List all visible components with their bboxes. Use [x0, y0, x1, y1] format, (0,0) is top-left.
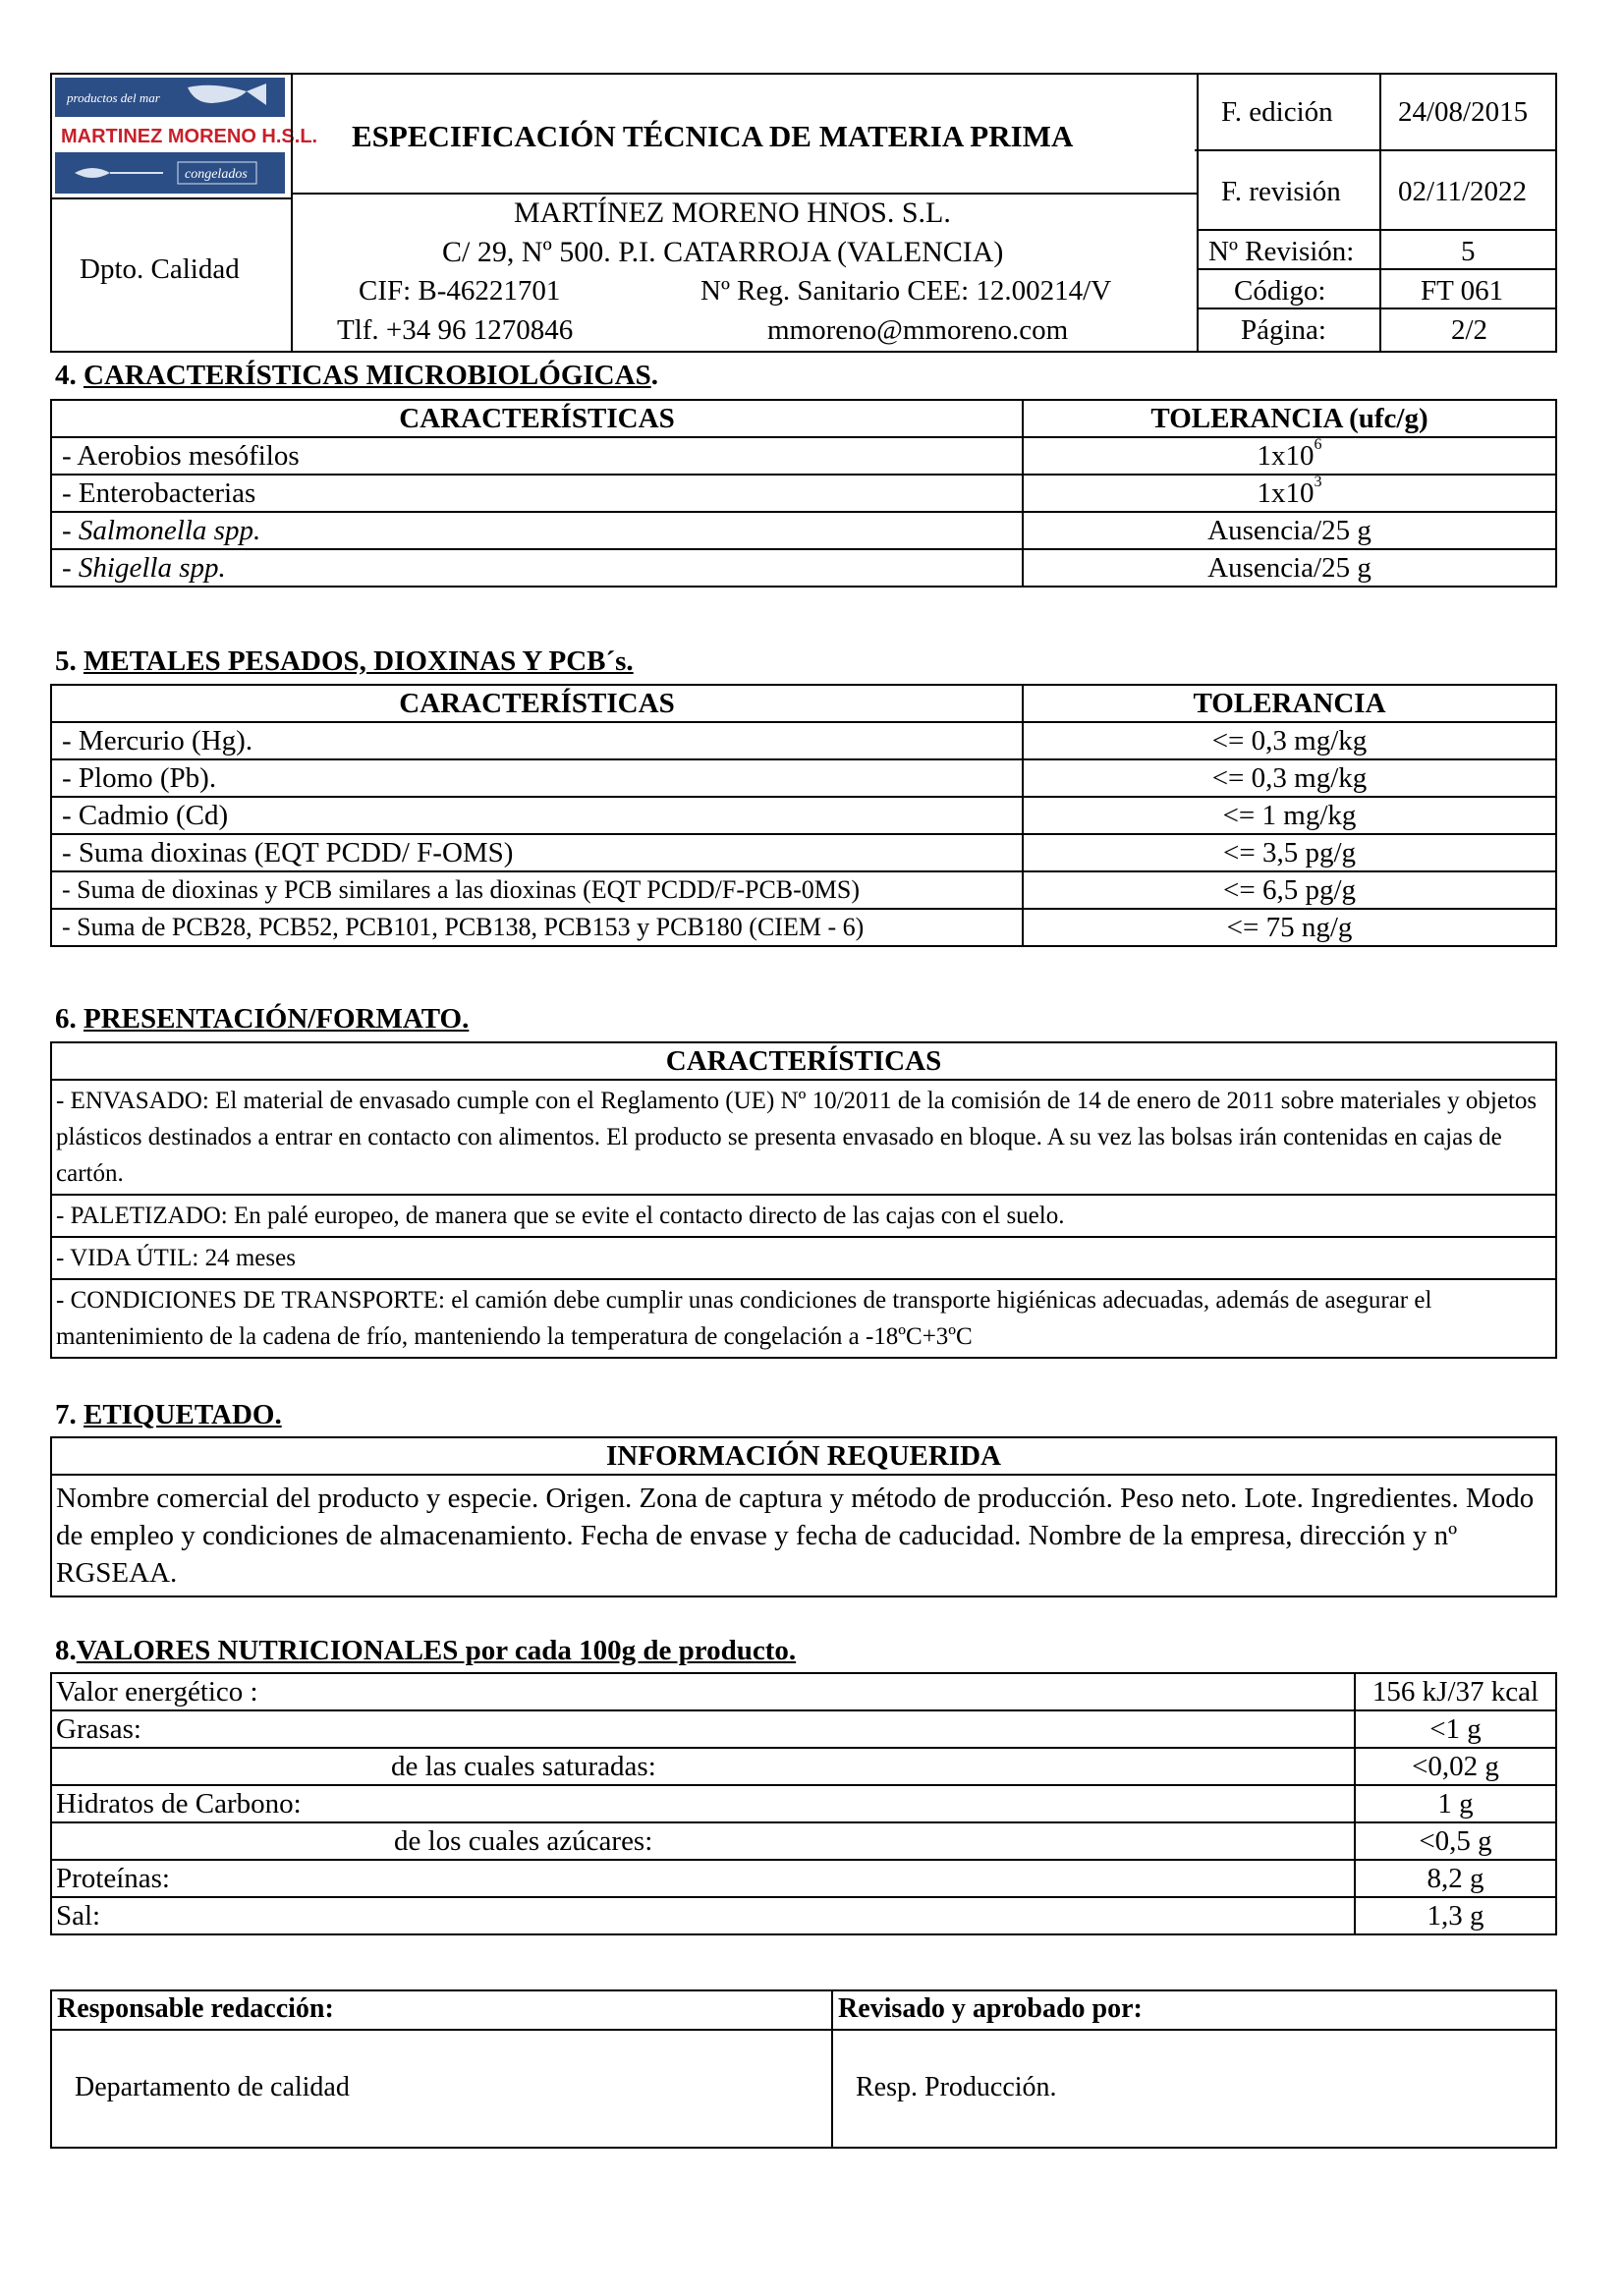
column-header: CARACTERÍSTICAS: [51, 1042, 1556, 1080]
document-title: ESPECIFICACIÓN TÉCNICA DE MATERIA PRIMA: [352, 119, 1074, 153]
table-row: Nombre comercial del producto y especie. Origen. Zona de captura y método de producción. Peso neto. Lote. Ingredientes. Modo de empleo y condiciones de almacenamiento. Fecha de envase y fecha de caducidad. Nombre de la empresa, dirección y nº RGSEAA.: [51, 1475, 1556, 1596]
company-address: C/ 29, Nº 500. P.I. CATARROJA (VALENCIA): [442, 236, 1004, 268]
section-7-title: 7. ETIQUETADO.: [55, 1399, 282, 1430]
table-row: de los cuales azúcares: <0,5 g: [51, 1822, 1556, 1860]
page-value: 2/2: [1451, 314, 1488, 346]
table-row: - Shigella spp. Ausencia/25 g: [51, 549, 1556, 587]
column-header: CARACTERÍSTICAS: [51, 400, 1023, 437]
table-row: - Suma de PCB28, PCB52, PCB101, PCB138, PCB153 y PCB180 (CIEM - 6) <= 75 ng/g: [51, 909, 1556, 946]
table-row: - Mercurio (Hg). <= 0,3 mg/kg: [51, 722, 1556, 759]
nutrition-table: [50, 1672, 1557, 1935]
column-header: TOLERANCIA (ufc/g): [1023, 400, 1556, 437]
table-row: - Suma de dioxinas y PCB similares a las dioxinas (EQT PCDD/F-PCB-0MS) <= 6,5 pg/g: [51, 871, 1556, 909]
table-row: - Suma dioxinas (EQT PCDD/ F-OMS) <= 3,5 pg/g: [51, 834, 1556, 871]
page-label: Página:: [1241, 314, 1326, 346]
signature-block: [50, 1989, 1557, 2149]
section-8-title: 8.VALORES NUTRICIONALES por cada 100g de producto.: [55, 1635, 797, 1666]
table-row: - Enterobacterias $1x10^3$: [51, 475, 1556, 512]
revision-date-value: 02/11/2022: [1398, 176, 1528, 207]
table-row: - ENVASADO: El material de envasado cumple con el Reglamento (UE) Nº 10/2011 de la comisión de 14 de enero de 2011 sobre materiales y objetos plásticos destinados a entrar en contacto con alimentos. El producto se presenta envasado en bloque. A su vez las bolsas irán contenidas en cajas de cartón.: [51, 1080, 1556, 1195]
edition-date-label: F. edición: [1221, 96, 1333, 128]
table-row: - CONDICIONES DE TRANSPORTE: el camión debe cumplir unas condiciones de transporte higiénicas adecuadas, además de asegurar el mantenimiento de la cadena de frío, manteniendo la temperatura de congelación a -18ºC+3ºC: [51, 1279, 1556, 1358]
heavy-metals-table: [50, 684, 1557, 947]
table-row: Sal: 1,3 g: [51, 1897, 1556, 1934]
company-phone: Tlf. +34 96 1270846: [337, 314, 574, 346]
svg-text:congelados: congelados: [185, 167, 248, 182]
column-header: INFORMACIÓN REQUERIDA: [51, 1437, 1556, 1475]
department-label: Dpto. Calidad: [80, 253, 240, 285]
column-header: CARACTERÍSTICAS: [51, 685, 1023, 722]
table-row: Hidratos de Carbono: 1 g: [51, 1785, 1556, 1822]
approver-label: Revisado y aprobado por:: [838, 1993, 1143, 2024]
table-row: Grasas: <1 g: [51, 1710, 1556, 1748]
edition-date-value: 24/08/2015: [1398, 96, 1529, 128]
table-row: Proteínas: 8,2 g: [51, 1860, 1556, 1897]
section-6-title: 6. PRESENTACIÓN/FORMATO.: [55, 1003, 470, 1035]
table-row: - Plomo (Pb). <= 0,3 mg/kg: [51, 759, 1556, 797]
table-row: - PALETIZADO: En palé europeo, de manera que se evite el contacto directo de las cajas con el suelo.: [51, 1195, 1556, 1237]
section-4-title: 4. CARACTERÍSTICAS MICROBIOLÓGICAS.: [55, 360, 658, 391]
company-logo: [55, 78, 318, 194]
revision-number-value: 5: [1461, 236, 1476, 267]
table-row: - VIDA ÚTIL: 24 meses: [51, 1237, 1556, 1279]
author-label: Responsable redacción:: [57, 1993, 334, 2024]
svg-text:MARTINEZ MORENO H.S.L.: MARTINEZ MORENO H.S.L.: [61, 126, 318, 147]
company-name: MARTÍNEZ MORENO HNOS. S.L.: [514, 196, 951, 229]
sanitary-register: Nº Reg. Sanitario CEE: 12.00214/V: [700, 275, 1112, 307]
approver-value: Resp. Producción.: [856, 2072, 1057, 2102]
table-row: - Salmonella spp. Ausencia/25 g: [51, 512, 1556, 549]
company-cif: CIF: B-46221701: [359, 275, 561, 307]
table-row: de las cuales saturadas: <0,02 g: [51, 1748, 1556, 1785]
labeling-table: [50, 1436, 1557, 1597]
microbiology-table: [50, 399, 1557, 588]
company-email: mmoreno@mmoreno.com: [767, 314, 1069, 346]
code-value: FT 061: [1421, 275, 1504, 307]
presentation-table: [50, 1041, 1557, 1359]
section-5-title: 5. METALES PESADOS, DIOXINAS Y PCB´s.: [55, 645, 634, 677]
table-row: Valor energético : 156 kJ/37 kcal: [51, 1673, 1556, 1710]
revision-date-label: F. revisión: [1221, 176, 1341, 207]
svg-text:productos del mar: productos del mar: [67, 90, 160, 105]
table-row: - Cadmio (Cd) <= 1 mg/kg: [51, 797, 1556, 834]
code-label: Código:: [1234, 275, 1326, 307]
author-value: Departamento de calidad: [75, 2072, 350, 2102]
document-header: [50, 73, 1557, 353]
column-header: TOLERANCIA: [1023, 685, 1556, 722]
revision-number-label: Nº Revisión:: [1208, 236, 1355, 267]
table-row: - Aerobios mesófilos $1x10^6$: [51, 437, 1556, 475]
